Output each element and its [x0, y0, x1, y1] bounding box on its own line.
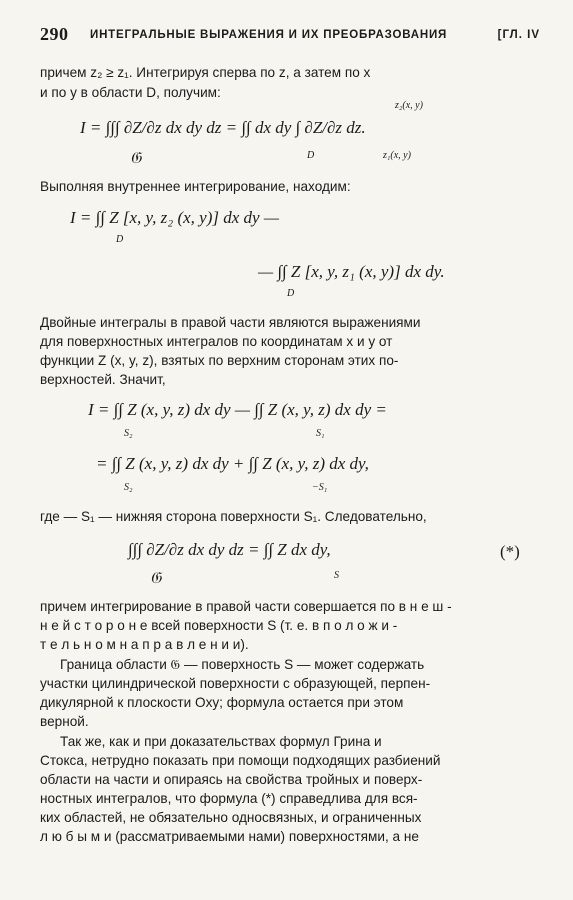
text-line: причем интегрирование в правой части совершается по в н е ш - — [40, 599, 452, 614]
text-line: ностных интегралов, что формула (*) справедлива для вся- — [40, 791, 418, 806]
running-title: ИНТЕГРАЛЬНЫЕ ВЫРАЖЕНИЯ И ИХ ПРЕОБРАЗОВАНИЯ — [90, 29, 448, 41]
text-line: Выполняя внутреннее интегрирование, находим: — [40, 179, 351, 194]
formula-3a: I = ∫∫ Z (x, y, z) dx dy — ∫∫ Z (x, y, z) dx dy = — [88, 400, 387, 419]
formula-4-tag: (*) — [500, 542, 520, 561]
text-line: дикулярной к плоскости Oxy; формула остается при этом — [40, 695, 404, 710]
text-line: ких областей, не обязательно односвязных, и ограниченных — [40, 810, 422, 825]
formula-3-s1: S₁ — [316, 428, 325, 439]
formula-1-d: D — [307, 150, 315, 161]
formula-2b-d: D — [287, 288, 295, 299]
text-line: т е л ь н о м н а п р а в л е н и и). — [40, 637, 249, 652]
formula-3-s2: S₂ — [124, 428, 133, 439]
text-line: л ю б ы м и (рассматриваемыми нами) поверхностями, а не — [40, 829, 419, 844]
formula-1-domain: 𝔊 — [130, 150, 142, 167]
formula-1-upper: z₂(x, y) — [395, 100, 423, 111]
formula-1: I = ∫∫∫ ∂Z/∂z dx dy dz = ∫∫ dx dy ∫ ∂Z/∂z dz. — [80, 118, 366, 137]
text-line: н е й с т о р о н е всей поверхности S (т. е. в п о л о ж и - — [40, 618, 398, 633]
formula-2-d: D — [116, 234, 124, 245]
formula-4-s: S — [334, 570, 339, 581]
formula-2b: — ∫∫ Z [x, y, z₁ (x, y)] dx dy. — [258, 262, 445, 281]
formula-2a: I = ∫∫ Z [x, y, z₂ (x, y)] dx dy — — [70, 208, 279, 227]
formula-3b-ms1: −S₁ — [312, 482, 328, 493]
text-line: верной. — [40, 714, 89, 729]
text-line: Стокса, нетрудно показать при помощи подходящих разбиений — [40, 753, 441, 768]
text-line: где — S₁ — нижняя сторона поверхности S₁. Следовательно, — [40, 509, 427, 524]
text-line: верхностей. Значит, — [40, 372, 166, 387]
chapter-label: [ГЛ. IV — [497, 29, 540, 41]
page-number: 290 — [40, 24, 69, 44]
text-line: причем z₂ ≥ z₁. Интегрируя сперва по z, а затем по x — [40, 65, 371, 80]
text-line: функции Z (x, y, z), взятых по верхним сторонам этих по- — [40, 353, 399, 368]
text-line: Так же, как и при доказательствах формул Грина и — [60, 734, 382, 749]
text-line: участки цилиндрической поверхности с образующей, перпен- — [40, 676, 431, 691]
formula-1-lower: z₁(x, y) — [383, 150, 411, 161]
text-line: области на части и опираясь на свойства тройных и поверх- — [40, 772, 423, 787]
formula-4-g: 𝔊 — [150, 570, 162, 587]
text-line: для поверхностных интегралов по координатам x и y от — [40, 334, 393, 349]
text-line: и по y в области D, получим: — [40, 85, 221, 100]
text-line: Граница области 𝔊 — поверхность S — может содержать — [60, 657, 425, 672]
formula-3b-s2: S₂ — [124, 482, 133, 493]
text-line: Двойные интегралы в правой части являются выражениями — [40, 315, 421, 330]
formula-4: ∫∫∫ ∂Z/∂z dx dy dz = ∫∫ Z dx dy, — [128, 540, 331, 559]
formula-3b: = ∫∫ Z (x, y, z) dx dy + ∫∫ Z (x, y, z) dx dy, — [96, 454, 369, 473]
